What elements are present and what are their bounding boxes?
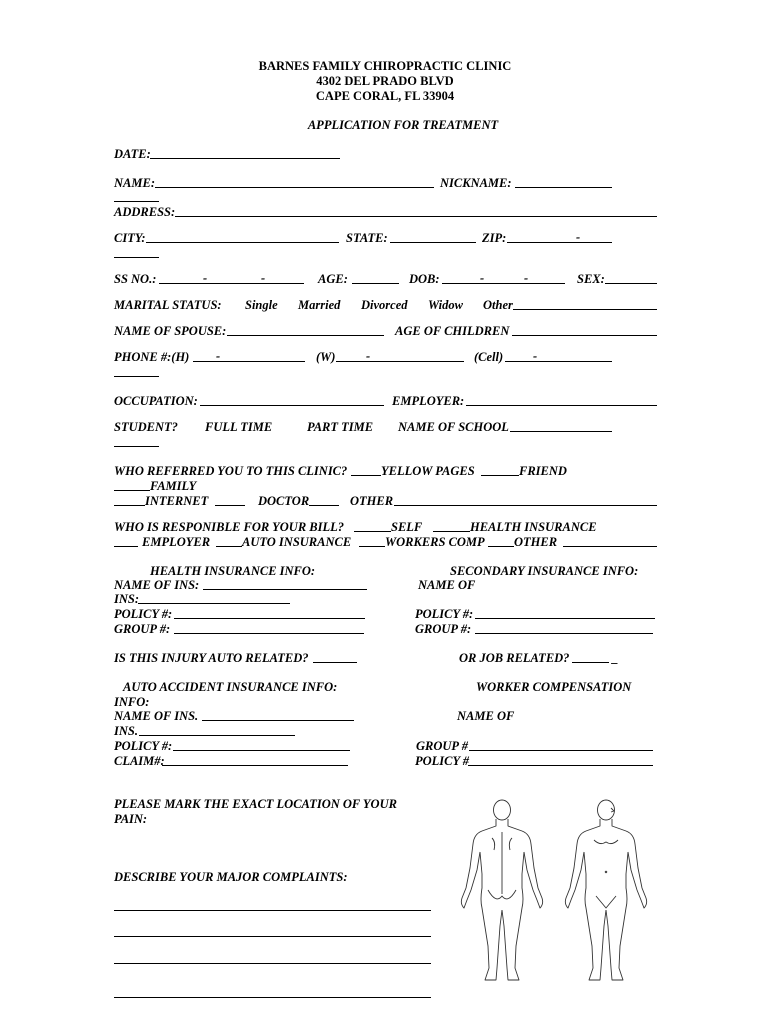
billing-health-insurance: HEALTH INSURANCE <box>470 520 597 534</box>
clinic-address-line2: CAPE CORAL, FL 33904 <box>315 89 455 103</box>
workers-policy-field[interactable] <box>468 765 653 766</box>
zip-dash: - <box>576 230 581 244</box>
billing-workers-comp: WORKERS COMP <box>385 535 485 549</box>
billing-self: SELF <box>391 520 423 534</box>
auto-accident-heading: AUTO ACCIDENT INSURANCE INFO: <box>123 680 338 694</box>
auto-ins-name-field-cont[interactable] <box>139 735 295 736</box>
auto-ins-name-field[interactable] <box>202 720 354 721</box>
health-policy-field[interactable] <box>174 618 365 619</box>
marital-option-married[interactable]: Married <box>298 298 341 312</box>
marital-option-other[interactable]: Other <box>483 298 513 312</box>
job-related-underscore: _ <box>612 651 619 665</box>
ssno-field[interactable] <box>159 283 304 284</box>
auto-related-question: IS THIS INJURY AUTO RELATED? <box>114 651 309 665</box>
referral-other: OTHER <box>350 494 394 508</box>
referral-question: WHO REFERRED YOU TO THIS CLINIC? <box>114 464 348 478</box>
auto-related-field[interactable] <box>313 662 357 663</box>
address-field[interactable] <box>175 216 657 217</box>
phone-cell-field[interactable] <box>505 361 612 362</box>
marital-option-single[interactable]: Single <box>245 298 278 312</box>
auto-ins-name-label: NAME OF INS. <box>114 709 199 723</box>
zip-field[interactable] <box>507 242 612 243</box>
marital-option-divorced[interactable]: Divorced <box>361 298 408 312</box>
auto-claim-field[interactable] <box>162 765 348 766</box>
spouse-field[interactable] <box>227 335 384 336</box>
billing-employer: EMPLOYER <box>142 535 211 549</box>
secondary-ins-name-label: NAME OF <box>418 578 476 592</box>
secondary-group-label: GROUP #: <box>415 622 472 636</box>
referral-internet: INTERNET <box>145 494 209 508</box>
billing-other-blank[interactable] <box>488 546 514 547</box>
phone-work-field[interactable] <box>336 361 464 362</box>
complaint-line-2[interactable] <box>114 936 431 937</box>
marital-status-label: MARITAL STATUS: <box>114 298 222 312</box>
children-age-label: AGE OF CHILDREN <box>395 324 510 338</box>
nickname-field-cont[interactable] <box>114 201 159 202</box>
student-label: STUDENT? <box>114 420 178 434</box>
occupation-field[interactable] <box>200 405 384 406</box>
address-label: ADDRESS: <box>114 205 176 219</box>
occupation-label: OCCUPATION: <box>114 394 198 408</box>
employer-field[interactable] <box>466 405 657 406</box>
secondary-insurance-heading: SECONDARY INSURANCE INFO: <box>450 564 639 578</box>
billing-other: OTHER <box>514 535 558 549</box>
marital-other-field[interactable] <box>513 309 657 310</box>
workers-group-field[interactable] <box>469 750 653 751</box>
phone-cell-field-cont[interactable] <box>114 376 159 377</box>
dob-dash-2: - <box>524 271 529 285</box>
referral-family: FAMILY <box>150 479 197 493</box>
auto-policy-field[interactable] <box>173 750 350 751</box>
full-time-option[interactable]: FULL TIME <box>205 420 273 434</box>
name-field[interactable] <box>155 187 434 188</box>
ssno-label: SS NO.: <box>114 272 157 286</box>
workers-policy-label: POLICY # <box>415 754 470 768</box>
health-group-label: GROUP #: <box>114 622 171 636</box>
school-field[interactable] <box>510 431 612 432</box>
city-label: CITY: <box>114 231 146 245</box>
workers-comp-name-label: NAME OF <box>457 709 515 723</box>
dob-label: DOB: <box>409 272 440 286</box>
workers-group-label: GROUP # <box>416 739 468 753</box>
health-insurance-heading: HEALTH INSURANCE INFO: <box>150 564 316 578</box>
health-ins-name-field-cont[interactable] <box>138 603 290 604</box>
referral-friend-blank[interactable] <box>481 475 519 476</box>
complaint-line-4[interactable] <box>114 997 431 998</box>
referral-yellow-pages: YELLOW PAGES <box>381 464 475 478</box>
billing-auto-insurance: AUTO INSURANCE <box>242 535 352 549</box>
dob-dash-1: - <box>480 271 485 285</box>
phone-home-field[interactable] <box>193 361 305 362</box>
auto-ins-name-cont: INS. <box>114 724 138 738</box>
billing-employer-blank[interactable] <box>114 546 138 547</box>
secondary-policy-field[interactable] <box>475 618 655 619</box>
referral-doctor: DOCTOR <box>258 494 310 508</box>
ssno-dash-1: - <box>203 271 208 285</box>
health-policy-label: POLICY #: <box>114 607 173 621</box>
age-field[interactable] <box>352 283 399 284</box>
zip-field-cont[interactable] <box>114 257 159 258</box>
age-label: AGE: <box>318 272 348 286</box>
billing-question: WHO IS RESPONIBLE FOR YOUR BILL? <box>114 520 345 534</box>
state-field[interactable] <box>390 242 476 243</box>
school-label: NAME OF SCHOOL <box>398 420 509 434</box>
sex-field[interactable] <box>605 283 657 284</box>
name-label: NAME: <box>114 176 155 190</box>
dob-field[interactable] <box>442 283 565 284</box>
auto-claim-label: CLAIM#: <box>114 754 165 768</box>
phone-work-dash: - <box>366 349 371 363</box>
referral-internet-blank-2[interactable] <box>215 505 245 506</box>
billing-self-blank[interactable] <box>354 531 391 532</box>
auto-policy-label: POLICY #: <box>114 739 173 753</box>
phone-cell-dash: - <box>533 349 538 363</box>
job-related-question: OR JOB RELATED? <box>459 651 570 665</box>
part-time-option[interactable]: PART TIME <box>307 420 374 434</box>
referral-internet-blank[interactable] <box>114 505 145 506</box>
form-title: APPLICATION FOR TREATMENT <box>307 118 499 132</box>
health-ins-name-field[interactable] <box>203 589 367 590</box>
state-label: STATE: <box>346 231 388 245</box>
auto-accident-heading-cont: INFO: <box>114 695 150 709</box>
children-age-field[interactable] <box>512 335 657 336</box>
billing-other-field[interactable] <box>563 546 657 547</box>
body-diagram-back[interactable] <box>452 796 552 991</box>
referral-yellow-pages-blank[interactable] <box>351 475 381 476</box>
billing-workers-blank[interactable] <box>359 546 385 547</box>
school-field-cont[interactable] <box>114 446 159 447</box>
workers-comp-heading: WORKER COMPENSATION <box>476 680 632 694</box>
spouse-label: NAME OF SPOUSE: <box>114 324 227 338</box>
referral-family-blank[interactable] <box>114 490 150 491</box>
phone-home-label: PHONE #:(H) <box>114 350 190 364</box>
health-group-field[interactable] <box>174 633 364 634</box>
pain-prompt-line2: PAIN: <box>114 812 148 826</box>
complaints-label: DESCRIBE YOUR MAJOR COMPLAINTS: <box>114 870 348 884</box>
city-field[interactable] <box>146 242 339 243</box>
ssno-dash-2: - <box>261 271 266 285</box>
zip-label: ZIP: <box>482 231 507 245</box>
nickname-field[interactable] <box>515 187 612 188</box>
billing-auto-blank[interactable] <box>216 546 242 547</box>
referral-friend: FRIEND <box>519 464 567 478</box>
job-related-field[interactable] <box>572 662 609 663</box>
secondary-policy-label: POLICY #: <box>415 607 474 621</box>
date-field[interactable] <box>150 158 340 159</box>
complaint-line-3[interactable] <box>114 963 431 964</box>
clinic-name: BARNES FAMILY CHIROPRACTIC CLINIC <box>258 59 512 73</box>
complaint-line-1[interactable] <box>114 910 431 911</box>
sex-label: SEX: <box>577 272 605 286</box>
secondary-group-field[interactable] <box>475 633 653 634</box>
phone-home-dash: - <box>216 349 221 363</box>
billing-health-blank[interactable] <box>433 531 470 532</box>
clinic-address-line1: 4302 DEL PRADO BLVD <box>316 74 454 88</box>
body-diagram-front[interactable] <box>556 796 656 991</box>
referral-other-field[interactable] <box>394 505 657 506</box>
phone-cell-label: (Cell) <box>474 350 504 364</box>
employer-label: EMPLOYER: <box>392 394 465 408</box>
nickname-label: NICKNAME: <box>440 176 512 190</box>
date-label: DATE: <box>114 147 151 161</box>
marital-option-widow[interactable]: Widow <box>428 298 463 312</box>
health-ins-name-cont: INS: <box>114 592 140 606</box>
phone-work-label: (W) <box>316 350 336 364</box>
health-ins-name-label: NAME OF INS: <box>114 578 200 592</box>
pain-prompt-line1: PLEASE MARK THE EXACT LOCATION OF YOUR <box>114 797 397 811</box>
referral-doctor-blank[interactable] <box>309 505 339 506</box>
